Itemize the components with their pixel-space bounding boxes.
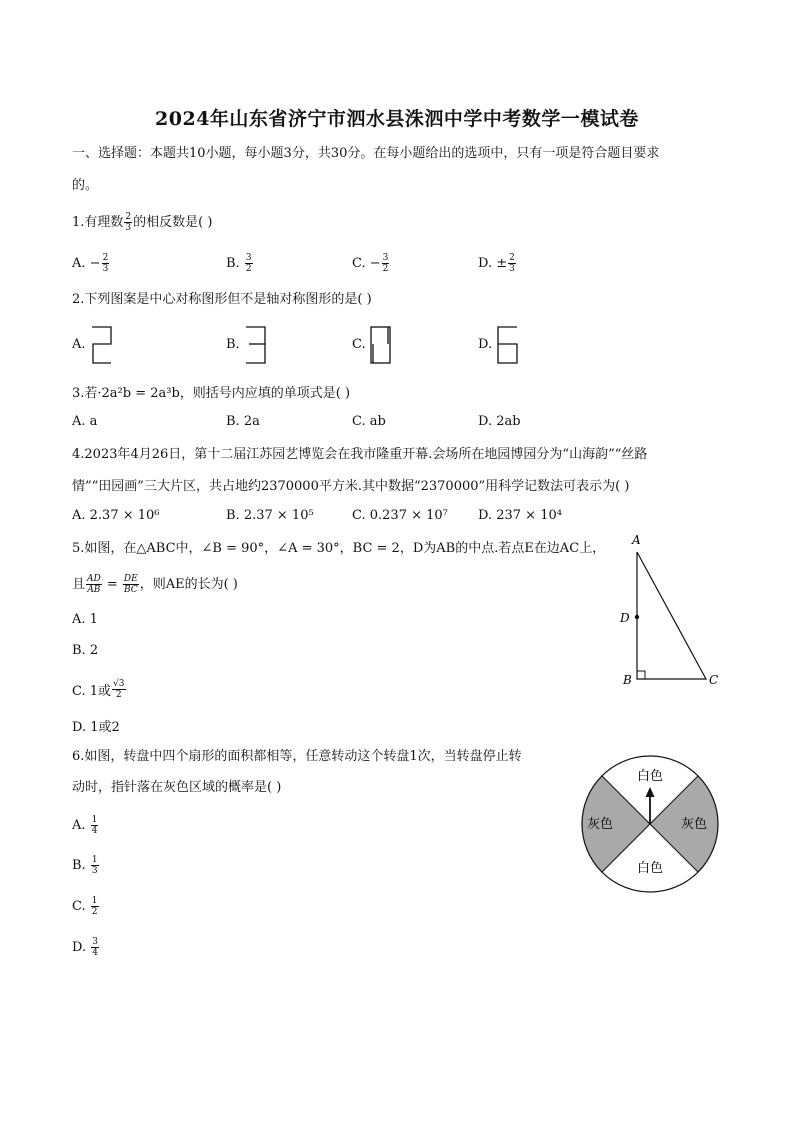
- option-label: B.: [226, 337, 240, 352]
- frac-den: 2: [91, 907, 98, 917]
- frac-num: 2: [509, 253, 515, 263]
- frac-den: 4: [91, 826, 98, 836]
- frac-num: 1: [91, 855, 98, 865]
- q4-option-d[interactable]: D. 237 × 10⁴: [478, 508, 562, 523]
- q1-option-b[interactable]: [226, 253, 254, 274]
- option-label: C.: [352, 337, 366, 352]
- option-fraction: [91, 815, 99, 836]
- option-fraction: [382, 253, 390, 274]
- frac-den: 4: [92, 948, 98, 958]
- q3-option-d[interactable]: D. 2ab: [478, 414, 521, 429]
- option-fraction: [91, 855, 99, 876]
- frac-den: 3: [509, 264, 515, 274]
- option-label: B.: [72, 858, 86, 873]
- q3-stem: 3.若·2a²b = 2a³b，则括号内应填的单项式是( ): [72, 386, 351, 401]
- frac-num: √3: [113, 679, 125, 689]
- option-label: B.: [226, 256, 240, 271]
- page-title: 2024年山东省济宁市泗水县洙泗中学中考数学一模试卷: [155, 108, 639, 130]
- q5-option-d[interactable]: D. 1或2: [72, 720, 120, 735]
- label-c: C: [709, 673, 719, 687]
- q1-stem-after: 的相反数是( ): [133, 215, 213, 230]
- q6-option-c[interactable]: [72, 896, 100, 917]
- frac-den: 2: [382, 264, 389, 274]
- q2-pattern-d-icon: [496, 325, 520, 365]
- q1-option-d[interactable]: [478, 253, 517, 274]
- frac-den: 2: [245, 264, 252, 274]
- q1-option-a[interactable]: [72, 253, 110, 274]
- option-label: C.: [72, 899, 86, 914]
- option-fraction: [102, 253, 110, 274]
- q5-equals: =: [102, 577, 122, 592]
- option-fraction: [91, 896, 99, 917]
- q2-option-c[interactable]: [352, 337, 366, 352]
- option-text: C. 1或: [72, 684, 112, 699]
- spinner-label-right: 灰色: [680, 817, 708, 832]
- frac-num: 1: [91, 896, 98, 906]
- q4-option-c[interactable]: C. 0.237 × 10⁷: [352, 508, 448, 523]
- label-a: A: [632, 533, 641, 547]
- frac-num: 2: [102, 253, 109, 263]
- frac-num: 3: [92, 937, 98, 947]
- q5-line2-before: 且: [72, 577, 86, 592]
- option-fraction: [245, 253, 253, 274]
- option-label: D.: [72, 940, 87, 955]
- q2-option-d[interactable]: [478, 337, 492, 352]
- q6-option-b[interactable]: [72, 855, 100, 876]
- section-instructions-line2: 的。: [72, 178, 99, 193]
- q5-line2-after: ，则AE的长为( ): [139, 577, 238, 592]
- q5-stem-line2: [72, 574, 238, 595]
- section-instructions-line1: 一、选择题：本题共10小题，每小题3分，共30分。在每小题给出的选项中，只有一项是符合题目要求: [72, 146, 660, 161]
- q1-frac-num: 2: [125, 212, 132, 222]
- q2-option-b[interactable]: [226, 337, 240, 352]
- frac-den: 3: [91, 866, 98, 876]
- q4-stem-line1: 4.2023年4月26日，第十二届江苏园艺博览会在我市隆重开幕.会场所在地园博园分为“山海韵”“丝路: [72, 447, 648, 462]
- q5-option-c[interactable]: [72, 679, 127, 700]
- option-label: A.: [72, 337, 86, 352]
- q2-stem: 2.下列图案是中心对称图形但不是轴对称图形的是( ): [72, 292, 372, 307]
- q6-spinner-figure: [580, 754, 720, 894]
- q6-stem-line1: 6.如图，转盘中四个扇形的面积都相等，任意转动这个转盘1次，当转盘停止转: [72, 749, 522, 764]
- option-fraction: [112, 679, 125, 700]
- label-b: B: [623, 673, 632, 687]
- option-fraction: [91, 937, 99, 958]
- frac-num: AD: [87, 574, 101, 584]
- point-d: [635, 615, 639, 619]
- frac-den: 3: [102, 264, 109, 274]
- q5-option-a[interactable]: A. 1: [72, 612, 98, 627]
- q2-pattern-b-icon: [244, 325, 268, 365]
- right-angle-mark: [637, 671, 645, 679]
- q1-stem-before: 1.有理数: [72, 215, 124, 230]
- q6-option-a[interactable]: [72, 815, 99, 836]
- frac-num: DE: [123, 574, 138, 584]
- q2-pattern-c-icon: [369, 325, 393, 365]
- frac-num: 3: [382, 253, 389, 263]
- q1-stem: [72, 212, 212, 233]
- q3-option-c[interactable]: C. ab: [352, 414, 386, 429]
- q6-option-d[interactable]: [72, 937, 100, 958]
- q1-option-c[interactable]: [352, 253, 390, 274]
- option-label: A.: [72, 256, 86, 271]
- frac-num: 3: [245, 253, 252, 263]
- q4-option-a[interactable]: A. 2.37 × 10⁶: [72, 508, 160, 523]
- option-label: D.: [478, 337, 493, 352]
- frac-den: BC: [123, 585, 138, 595]
- q6-stem-line2: 动时，指针落在灰色区域的概率是( ): [72, 780, 282, 795]
- triangle-abc: [637, 552, 706, 679]
- q2-pattern-a-icon: [90, 325, 114, 365]
- q5-stem-line1: 5.如图，在△ABC中，∠B = 90°，∠A = 30°，BC = 2，D为AB的中点.若点E在边AC上，: [72, 541, 606, 556]
- option-label: A.: [72, 818, 86, 833]
- spinner-label-left: 灰色: [586, 817, 614, 832]
- spinner-label-bottom: 白色: [636, 861, 664, 876]
- option-label: D.: [478, 256, 493, 271]
- option-fraction: [508, 253, 516, 274]
- option-sign: ±: [496, 256, 508, 271]
- q1-frac-den: 3: [125, 223, 132, 233]
- q5-triangle-figure: [618, 533, 728, 693]
- q5-fraction-de-bc: [123, 574, 139, 595]
- frac-den: AB: [87, 585, 101, 595]
- spinner-label-top: 白色: [636, 769, 664, 784]
- option-sign: −: [369, 256, 381, 271]
- q3-option-a[interactable]: A. a: [72, 414, 98, 429]
- label-d: D: [620, 611, 630, 625]
- q4-stem-line2: 情”“田园画”三大片区，共占地约2370000平方米.其中数据“2370000”用科学记数法可表示为( ): [72, 479, 630, 494]
- frac-num: 1: [91, 815, 98, 825]
- q4-option-b[interactable]: B. 2.37 × 10⁵: [226, 508, 314, 523]
- option-label: C.: [352, 256, 366, 271]
- q2-option-a[interactable]: [72, 337, 86, 352]
- q5-option-b[interactable]: B. 2: [72, 643, 99, 658]
- q1-fraction: [124, 212, 132, 233]
- frac-den: 2: [115, 690, 122, 700]
- q3-option-b[interactable]: B. 2a: [226, 414, 260, 429]
- q5-fraction-ad-ab: [86, 574, 102, 595]
- option-sign: −: [89, 256, 101, 271]
